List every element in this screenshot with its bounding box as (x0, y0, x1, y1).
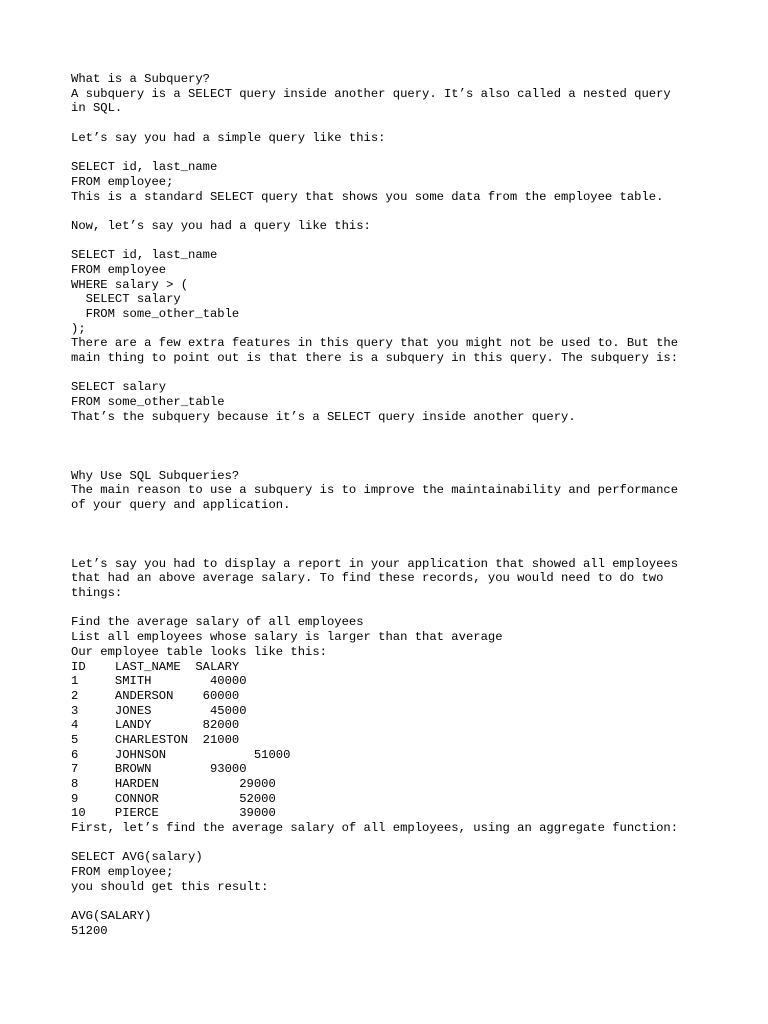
text-line: Why Use SQL Subqueries? (71, 468, 240, 483)
blank-line (71, 366, 731, 381)
text-line: FROM some_other_table (71, 395, 225, 410)
text-line: FROM employee; (71, 174, 174, 189)
text-line: Our employee table looks like this: (71, 644, 327, 659)
text-line: 8 HARDEN 29000 (71, 777, 276, 791)
text-line: AVG(SALARY) (71, 909, 152, 924)
blank-line (71, 425, 731, 440)
text-line: 3 JONES 45000 (71, 703, 247, 718)
text-line: 2 ANDERSON 60000 (71, 688, 240, 703)
text-line: A subquery is a SELECT query inside another query. It’s also called a nested query (71, 86, 671, 101)
blank-line (71, 542, 731, 557)
text-line: 51200 (71, 923, 108, 938)
text-line: ); (71, 321, 86, 336)
text-line: Find the average salary of all employees (71, 615, 364, 630)
text-line: SELECT AVG(salary) (71, 850, 203, 865)
text-line: FROM some_other_table (71, 307, 240, 321)
text-line: This is a standard SELECT query that shows you some data from the employee table. (71, 189, 664, 204)
blank-line (71, 513, 731, 528)
blank-line (71, 527, 731, 542)
text-line: The main reason to use a subquery is to improve the maintainability and performance (71, 483, 679, 498)
blank-line (71, 204, 731, 219)
text-line: of your query and application. (71, 497, 291, 512)
blank-line (71, 439, 731, 454)
text-line: SELECT id, last_name (71, 160, 218, 175)
blank-line (71, 116, 731, 131)
text-line: you should get this result: (71, 879, 269, 894)
blank-line (71, 836, 731, 851)
text-line: SELECT salary (71, 380, 167, 395)
text-line: 4 LANDY 82000 (71, 718, 240, 733)
text-line: FROM employee; (71, 865, 174, 880)
text-line: WHERE salary > ( (71, 277, 189, 292)
text-line: 6 JOHNSON 51000 (71, 747, 291, 762)
text-line: List all employees whose salary is larger than that average (71, 630, 503, 645)
blank-line (71, 145, 731, 160)
text-line: There are a few extra features in this query that you might not be used to. But the (71, 336, 679, 351)
text-line: SELECT id, last_name (71, 248, 218, 263)
text-line: main thing to point out is that there is a subquery in this query. The subquery is: (71, 351, 679, 366)
text-line: FROM employee (71, 262, 167, 277)
text-line: in SQL. (71, 101, 123, 116)
text-line: Let’s say you had to display a report in your application that showed all employees (71, 556, 679, 571)
document-page (71, 72, 731, 939)
blank-line (71, 895, 731, 910)
text-line: What is a Subquery? (71, 72, 210, 86)
text-line: ID LAST_NAME SALARY (71, 659, 240, 674)
blank-line (71, 601, 731, 616)
text-line: 7 BROWN 93000 (71, 762, 247, 777)
text-line: 1 SMITH 40000 (71, 674, 247, 689)
text-line: SELECT salary (71, 292, 181, 307)
text-line: First, let’s find the average salary of all employees, using an aggregate function: (71, 821, 679, 836)
text-line: things: (71, 586, 123, 601)
text-line: 5 CHARLESTON 21000 (71, 732, 240, 747)
text-line: 9 CONNOR 52000 (71, 791, 276, 806)
text-line: 10 PIERCE 39000 (71, 806, 276, 821)
text-line: that had an above average salary. To find these records, you would need to do two (71, 571, 664, 586)
text-line: That’s the subquery because it’s a SELECT query inside another query. (71, 409, 576, 424)
text-line: Let’s say you had a simple query like this: (71, 130, 386, 145)
blank-line (71, 454, 731, 469)
text-line: Now, let’s say you had a query like this: (71, 218, 371, 233)
blank-line (71, 234, 731, 249)
